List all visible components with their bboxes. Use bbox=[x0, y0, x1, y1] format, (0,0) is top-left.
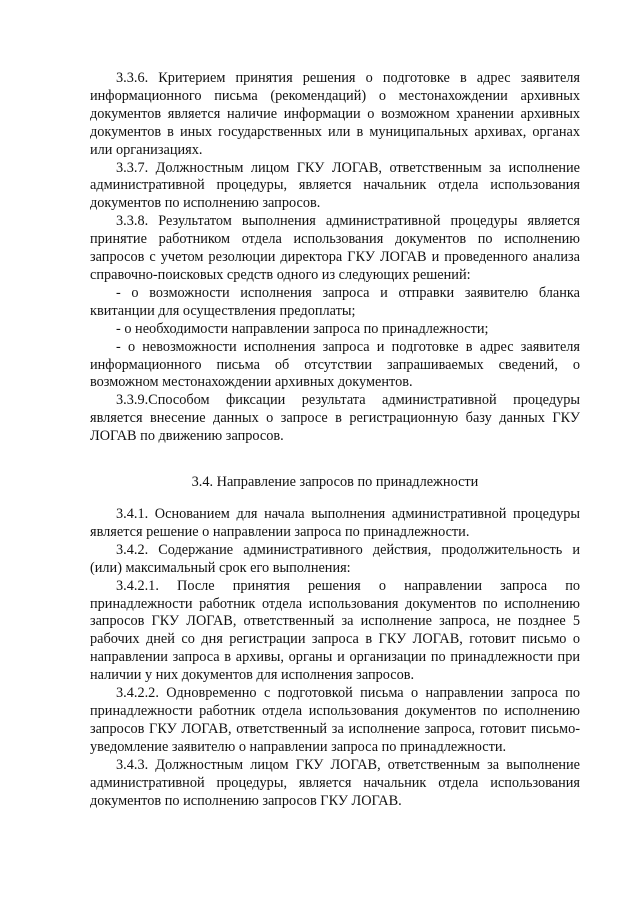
section-3-3-body bbox=[90, 70, 580, 446]
section-3-4-body bbox=[90, 506, 580, 810]
list-item-decision-forward: - о необходимости направлении запроса по принадлежности; bbox=[116, 320, 489, 337]
paragraph-3-3-6: 3.3.6. Критерием принятия решения о подготовке в адрес заявителя информационного письма (рекомендаций) о местонахождении архивных документов является наличие информации о возможном хранении архивных документов в иных государственных или в муниципальных архивах, органах или организациях. bbox=[90, 70, 580, 158]
section-3-4-heading: 3.4. Направление запросов по принадлежности bbox=[191, 474, 479, 490]
paragraph-3-3-7: 3.3.7. Должностным лицом ГКУ ЛОГАВ, ответственным за исполнение административной процедуры, является начальник отдела использования документов по исполнению запросов. bbox=[90, 159, 580, 212]
paragraph-3-3-8: 3.3.8. Результатом выполнения административной процедуры является принятие работником отдела использования документов по исполнению запросов с учетом резолюции директора ГКУ ЛОГАВ и проведенного анализа справочно-поисковых средств одного из следующих решений: bbox=[90, 213, 580, 283]
paragraph-3-3-9: 3.3.9.Способом фиксации результата административной процедуры является внесение данных о запросе в регистрационную базу данных ГКУ ЛОГАВ по движению запросов. bbox=[90, 392, 580, 445]
paragraph-3-4-2-1: 3.4.2.1. После принятия решения о направлении запроса по принадлежности работник отдела использования документов по исполнению запросов ГКУ ЛОГАВ, ответственный за исполнение запроса, не позднее 5 рабочих дней со дня регистрации запроса в ГКУ ЛОГАВ, готовит письмо о направлении запроса в архивы, органы и организации по принадлежности при наличии у них документов для исполнения запросов. bbox=[90, 577, 580, 684]
list-item-decision-possible: - о возможности исполнения запроса и отправки заявителю бланка квитанции для осуществления предоплаты; bbox=[90, 284, 580, 319]
paragraph-3-4-3: 3.4.3. Должностным лицом ГКУ ЛОГАВ, ответственным за выполнение административной процедуры, является начальник отдела использования документов по исполнению запросов ГКУ ЛОГАВ. bbox=[90, 756, 580, 809]
list-item-decision-impossible: - о невозможности исполнения запроса и подготовке в адрес заявителя информационного письма об отсутствии запрашиваемых сведений, о возможном местонахождении архивных документов. bbox=[90, 338, 580, 391]
paragraph-3-4-2-2: 3.4.2.2. Одновременно с подготовкой письма о направлении запроса по принадлежности работник отдела использования документов по исполнению запросов ГКУ ЛОГАВ, ответственный за исполнение запроса, готовит письмо-уведомление заявителю о направлении запроса по принадлежности. bbox=[90, 685, 580, 755]
paragraph-3-4-1: 3.4.1. Основанием для начала выполнения административной процедуры является решение о направлении запроса по принадлежности. bbox=[90, 506, 580, 540]
paragraph-3-4-2: 3.4.2. Содержание административного действия, продолжительность и (или) максимальный срок его выполнения: bbox=[90, 541, 580, 576]
